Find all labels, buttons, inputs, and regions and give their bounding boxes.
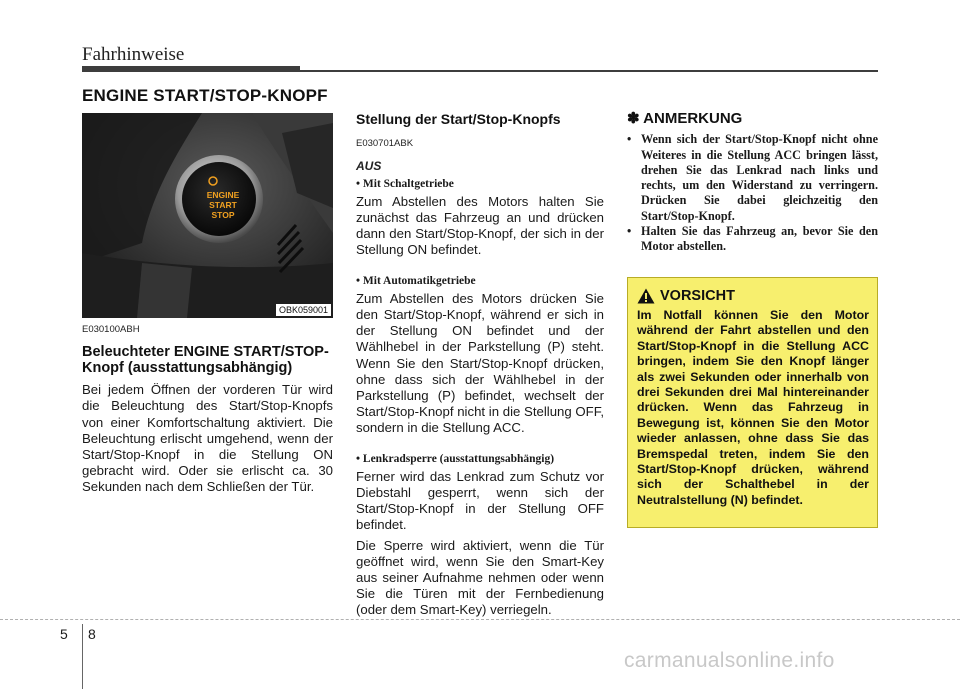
dashboard-illustration [82, 113, 333, 318]
subsection-heading: Beleuchteter ENGINE START/STOP-Knopf (ausstattungsabhängig) [82, 344, 329, 377]
page-number-rule [82, 624, 83, 689]
bullet-heading: • Mit Schaltgetriebe [356, 177, 454, 190]
note-list [627, 132, 878, 254]
position-label: AUS [356, 159, 382, 174]
bullet-heading: • Lenkradsperre (ausstattungsabhängig) [356, 452, 555, 465]
page-divider [0, 619, 960, 620]
paragraph: Zum Abstellen des Motors halten Sie zunächst das Fahrzeug an und drücken dann den Start/Stop-Knopf, der sich in der Stellung ON befindet. [356, 193, 604, 258]
header-rule-thick [82, 66, 300, 72]
caution-text: Im Notfall können Sie den Motor während der Fahrt abstellen und den Start/Stop-Knopf in die Stellung ACC bringen, indem Sie den Knopf länger als zwei Sekunden oder innerhalb von drei Sekunden drei Mal hintereinander drücken. Wenn das Fahrzeug in Bewegung ist, können Sie den Motor wieder anlassen, ohne dass Sie das Bremspedal treten, indem Sie den Start/Stop-Knopf drücken, während sich der Schalthebel in der Neutralstellung (N) befindet. [637, 308, 869, 507]
button-positions-section [356, 111, 604, 619]
paragraph: Ferner wird das Lenkrad zum Schutz vor Diebstahl gesperrt, wenn sich der Start/Stop-Knopf in der Stellung OFF befindet. [356, 468, 604, 533]
page-number: 8 [88, 626, 96, 642]
button-label-start: START [209, 200, 237, 210]
caution-box [627, 277, 878, 528]
section-code: E030701ABK [356, 138, 414, 150]
button-label-stop: STOP [211, 210, 235, 220]
note-heading: ✽ ANMERKUNG [627, 110, 743, 127]
paragraph: Bei jedem Öffnen der vorderen Tür wird die Beleuchtung des Start/Stop-Knopfs von einer Komfortschaltung aktiviert. Die Beleuchtung erlischt umgehend, wenn der Start/Stop-Knopf in die Stellung ON gebracht wird. Oder sie erlischt ca. 30 Sekunden nach dem Schließen der Tür. [82, 382, 333, 495]
start-stop-photo [82, 113, 333, 318]
section-title: ENGINE START/STOP-KNOPF [82, 86, 328, 105]
bullet-heading: • Mit Automatikgetriebe [356, 274, 476, 287]
header-rule-thin [300, 70, 878, 72]
watermark: carmanualsonline.info [624, 649, 835, 672]
illumination-section [82, 322, 333, 496]
caution-title: VORSICHT [660, 288, 735, 304]
button-label-engine: ENGINE [206, 190, 240, 200]
section-code: E030100ABH [82, 324, 140, 335]
paragraph: Die Sperre wird aktiviert, wenn die Tür geöffnet wird, wenn Sie den Smart-Key aus seiner Aufnahme nehmen oder wenn Sie die Türen mit der Fernbedienung (oder dem Smart-Key) verriegeln. [356, 537, 604, 618]
running-header: Fahrhinweise [82, 44, 185, 65]
warning-icon [637, 288, 655, 304]
list-item: • Wenn sich der Start/Stop-Knopf nicht ohne Weiteres in die Stellung ACC bringen lässt, drehen Sie das Lenkrad nach links und rechts, um den Widerstand zu verringern. Drücken Sie dabei gleichzeitig den Start/Stop-Knopf. [627, 132, 878, 223]
chapter-number: 5 [60, 626, 68, 642]
caution-header [637, 288, 869, 304]
subsection-heading: Stellung der Start/Stop-Knopfs [356, 111, 561, 127]
photo-code: OBK059001 [276, 304, 331, 316]
note-section [627, 111, 878, 255]
list-item: • Halten Sie das Fahrzeug an, bevor Sie den Motor abstellen. [627, 223, 878, 254]
paragraph: Zum Abstellen des Motors drücken Sie den Start/Stop-Knopf, während er sich in der Stellung ON befindet und der Wählhebel in der Parkstellung (P) steht. Wenn Sie den Start/Stop-Knopf drücken, ohne dass sich der Wählhebel in der Parkstellung (P) befindet, wechselt der Start/Stop-Knopf nicht in die Stellung OFF, sondern in die Stellung ACC. [356, 290, 604, 436]
